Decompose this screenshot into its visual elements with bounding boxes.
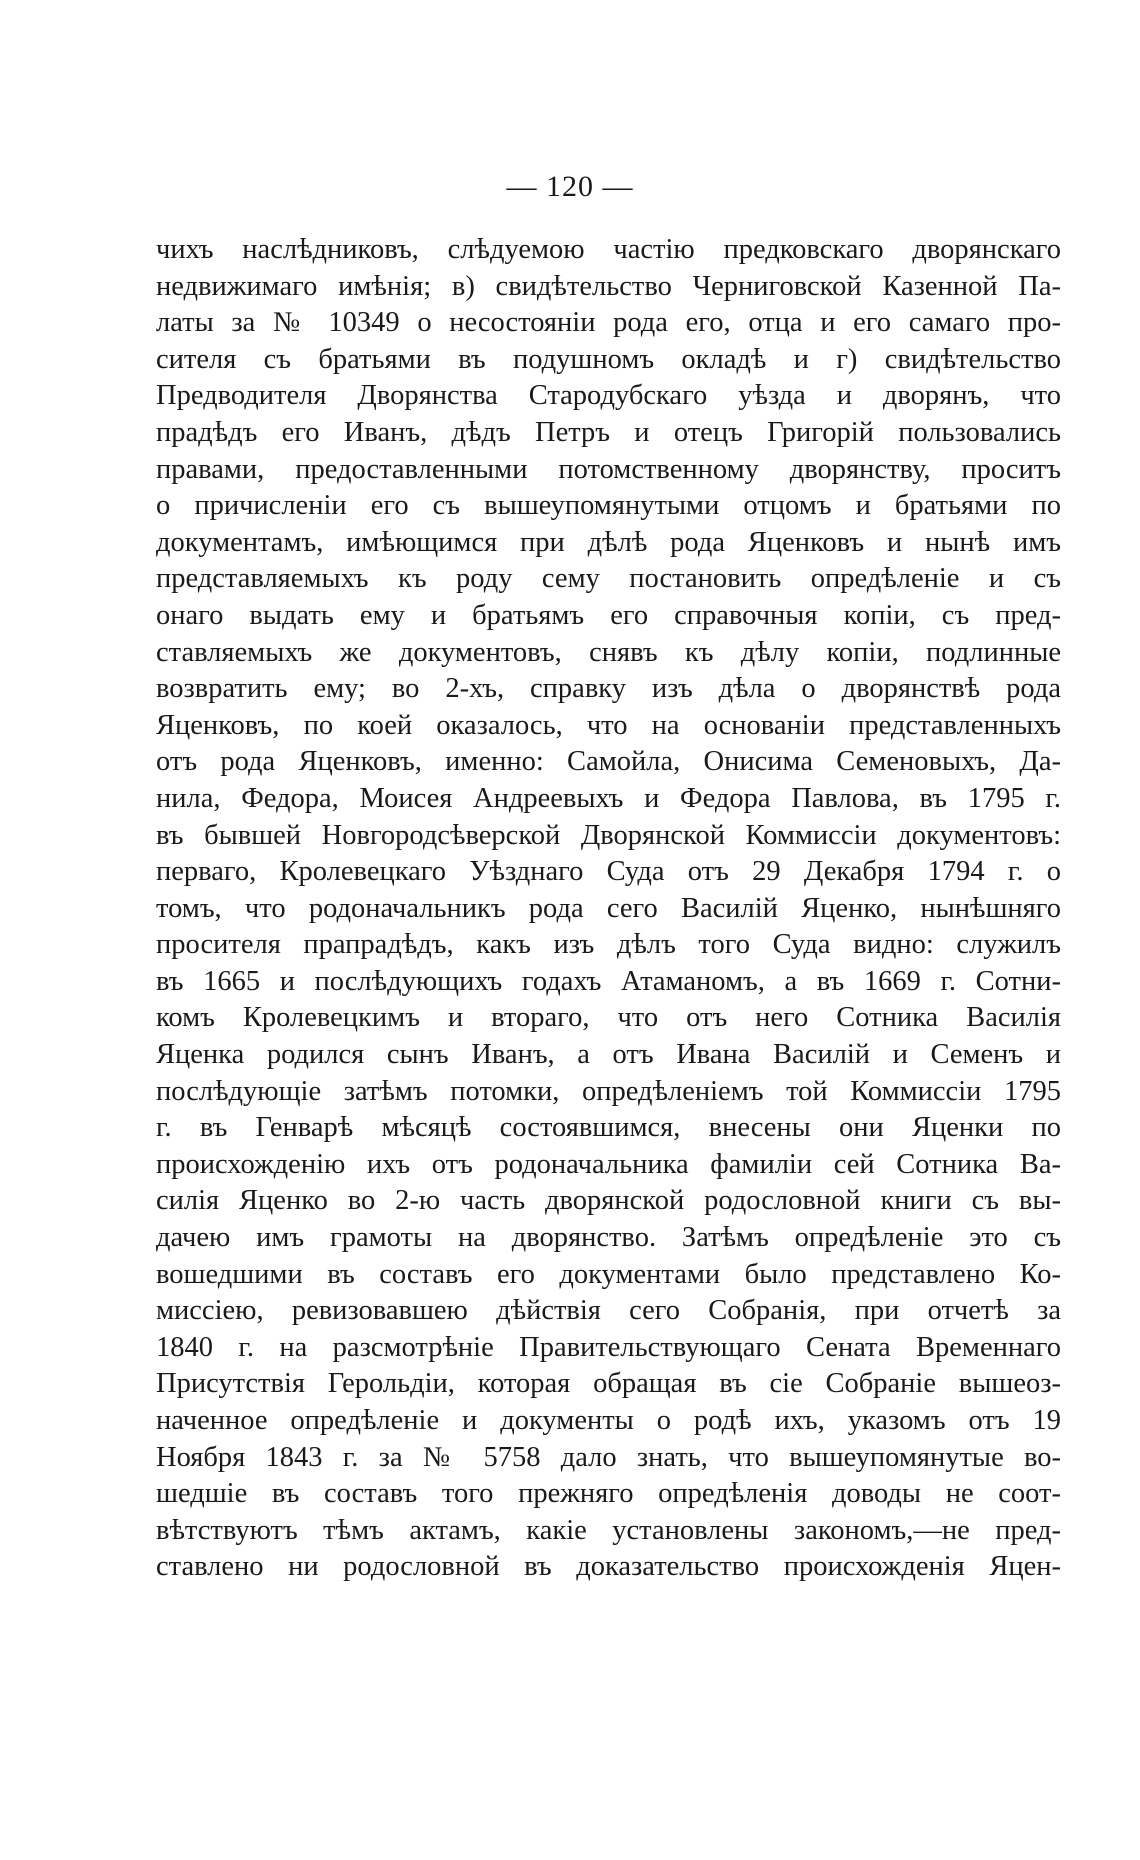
text-line: томъ, что родоначальникъ рода сего Василій Яценко, нынѣшняго (156, 892, 1061, 924)
text-line: Предводителя Дворянства Стародубскаго уѣзда и дворянъ, что (156, 380, 1061, 412)
text-line: латы за № 10349 о несостояніи рода его, отца и его самаго про- (156, 307, 1061, 339)
text-line: шедшіе въ составъ того прежняго опредѣленія доводы не соот- (156, 1478, 1061, 1510)
text-line: происхожденію ихъ отъ родоначальника фамиліи сей Сотника Ва- (156, 1148, 1061, 1180)
text-line: представляемыхъ къ роду сему постановить опредѣленіе и съ (156, 563, 1061, 595)
text-line: наченное опредѣленіе и документы о родѣ ихъ, указомъ отъ 19 (156, 1405, 1061, 1436)
text-line: комъ Кролевецкимъ и втораго, что отъ него Сотника Василія (156, 1002, 1061, 1034)
text-line: перваго, Кролевецкаго Уѣзднаго Суда отъ 29 Декабря 1794 г. о (156, 856, 1061, 888)
text-line: ставляемыхъ же документовъ, снявъ къ дѣлу копіи, подлинные (156, 636, 1061, 668)
page-number: — 120 — (506, 170, 634, 203)
text-line: вошедшими въ составъ его документами было представлено Ко- (156, 1258, 1061, 1290)
text-line: Яценковъ, по коей оказалось, что на основаніи представленныхъ (156, 709, 1061, 741)
text-line: сителя съ братьями въ подушномъ окладѣ и г) свидѣтельство (156, 343, 1061, 375)
text-line: ставлено ни родословной въ доказательство происхожденія Яцен- (156, 1551, 1061, 1583)
text-line: нила, Федора, Моисея Андреевыхъ и Федора Павлова, въ 1795 г. (156, 782, 1061, 814)
text-line: миссіею, ревизовавшею дѣйствія сего Собранія, при отчетѣ за (156, 1295, 1061, 1327)
text-line: о причисленіи его съ вышеупомянутыми отцомъ и братьями по (156, 490, 1061, 522)
text-line: возвратить ему; во 2-хъ, справку изъ дѣла о дворянствѣ рода (156, 673, 1061, 705)
text-line: отъ рода Яценковъ, именно: Самойла, Онисима Семеновыхъ, Да- (156, 746, 1061, 778)
text-line: въ бывшей Новгородсѣверской Дворянской Коммиссіи документовъ: (156, 819, 1061, 851)
text-line: вѣтствуютъ тѣмъ актамъ, какіе установлены закономъ,—не пред- (156, 1514, 1061, 1546)
text-line: Ноября 1843 г. за № 5758 дало знать, что вышеупомянутые во- (156, 1441, 1061, 1473)
text-line: просителя прапрадѣдъ, какъ изъ дѣлъ того Суда видно: служилъ (156, 929, 1061, 961)
body-text (156, 232, 1061, 1586)
text-line: 1840 г. на разсмотрѣніе Правительствующаго Сената Временнаго (156, 1331, 1061, 1363)
text-line: дачею имъ грамоты на дворянство. Затѣмъ опредѣленіе это съ (156, 1222, 1061, 1254)
text-line: послѣдующіе затѣмъ потомки, опредѣленіемъ той Коммиссіи 1795 (156, 1075, 1061, 1107)
text-line: недвижимаго имѣнія; в) свидѣтельство Черниговской Казенной Па- (156, 270, 1061, 302)
text-line: чихъ наслѣдниковъ, слѣдуемою частію предковскаго дворянскаго (156, 234, 1061, 265)
text-line: онаго выдать ему и братьямъ его справочныя копіи, съ пред- (156, 599, 1061, 631)
text-line: документамъ, имѣющимся при дѣлѣ рода Яценковъ и нынѣ имъ (156, 526, 1061, 558)
text-line: г. въ Генварѣ мѣсяцѣ состоявшимся, внесены они Яценки по (156, 1112, 1061, 1144)
text-line: въ 1665 и послѣдующихъ годахъ Атаманомъ, а въ 1669 г. Сотни- (156, 965, 1061, 997)
text-line: Яценка родился сынъ Иванъ, а отъ Ивана Василій и Семенъ и (156, 1039, 1061, 1071)
text-line: силія Яценко во 2-ю часть дворянской родословной книги съ вы- (156, 1185, 1061, 1217)
text-line: Присутствія Герольдіи, которая обращая въ сіе Собраніе вышеоз- (156, 1368, 1061, 1400)
text-line: прадѣдъ его Иванъ, дѣдъ Петръ и отецъ Григорій пользовались (156, 416, 1061, 448)
text-line: правами, предоставленными потомственному дворянству, проситъ (156, 453, 1061, 485)
